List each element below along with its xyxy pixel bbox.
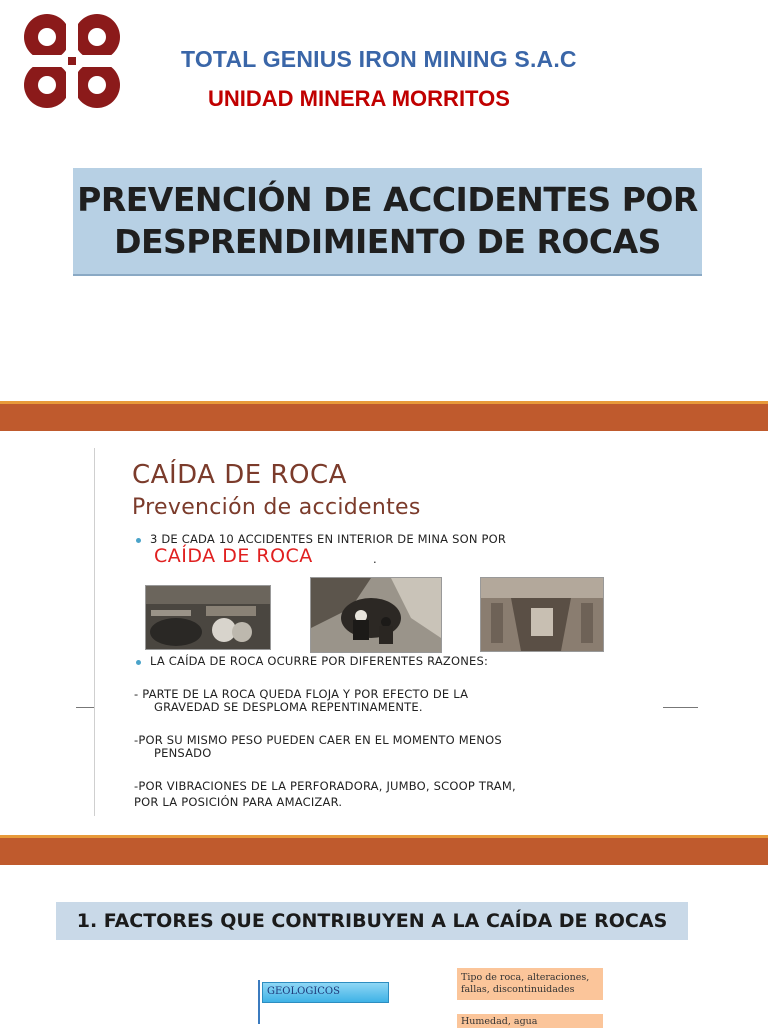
mine-photo-2: [310, 577, 442, 653]
slide-item-1-line2: GRAVEDAD SE DESPLOMA REPENTINAMENTE.: [154, 700, 423, 714]
slide-rule-left: [76, 707, 94, 708]
slide-subtitle: Prevención de accidentes: [132, 495, 421, 520]
section-heading: 1. FACTORES QUE CONTRIBUYEN A LA CAÍDA DE ROCAS: [76, 910, 668, 932]
bullet-dot: [136, 660, 141, 665]
company-name: TOTAL GENIUS IRON MINING S.A.C: [181, 46, 577, 72]
slide-title: CAÍDA DE ROCA: [132, 460, 347, 490]
diagram-node-tipo-line1: Tipo de roca, alteraciones,: [461, 972, 590, 983]
divider-band-top: [0, 401, 768, 431]
slide-item-2-line2: PENSADO: [154, 746, 212, 760]
diagram-node-tipo-line2: fallas, discontinuidades: [461, 984, 575, 995]
slide-bullet-1: 3 DE CADA 10 ACCIDENTES EN INTERIOR DE MINA SON POR: [150, 532, 507, 546]
slide-bullet-1-period: .: [373, 552, 377, 566]
slide-bullet-1-highlight: CAÍDA DE ROCA: [154, 545, 313, 567]
slide-item-2-line1: -POR SU MISMO PESO PUEDEN CAER EN EL MOMENTO MENOS: [134, 733, 502, 747]
slide-item-1-line1: - PARTE DE LA ROCA QUEDA FLOJA Y POR EFECTO DE LA: [134, 687, 469, 701]
diagram-connector-line: [258, 980, 260, 1024]
slide-item-3-line2: POR LA POSICIÓN PARA AMACIZAR.: [134, 795, 343, 809]
mine-unit-name: UNIDAD MINERA MORRITOS: [208, 86, 510, 111]
mine-photo-3: [480, 577, 604, 652]
slide-rule-right: [663, 707, 698, 708]
document-title-line1: PREVENCIÓN DE ACCIDENTES POR: [77, 180, 698, 219]
diagram-node-tipo-roca: [457, 968, 603, 1000]
diagram-node-geologicos: [262, 982, 389, 1003]
diagram-node-humedad: [457, 1014, 603, 1028]
bullet-dot: [136, 538, 141, 543]
mine-photo-1: [145, 585, 271, 650]
document-title-line2: DESPRENDIMIENTO DE ROCAS: [114, 222, 661, 261]
slide-item-3-line1: -POR VIBRACIONES DE LA PERFORADORA, JUMBO, SCOOP TRAM,: [134, 779, 516, 793]
document-title-box: [73, 168, 702, 274]
diagram-node-geologicos-label: GEOLOGICOS: [267, 986, 340, 997]
diagram-node-humedad-label: Humedad, agua: [461, 1016, 538, 1027]
slide-bullet-2: LA CAÍDA DE ROCA OCURRE POR DIFERENTES RAZONES:: [150, 654, 489, 668]
divider-band-bottom: [0, 835, 768, 865]
company-logo: [22, 12, 122, 110]
section-heading-box: [56, 902, 688, 940]
slide-border-line: [94, 448, 95, 816]
